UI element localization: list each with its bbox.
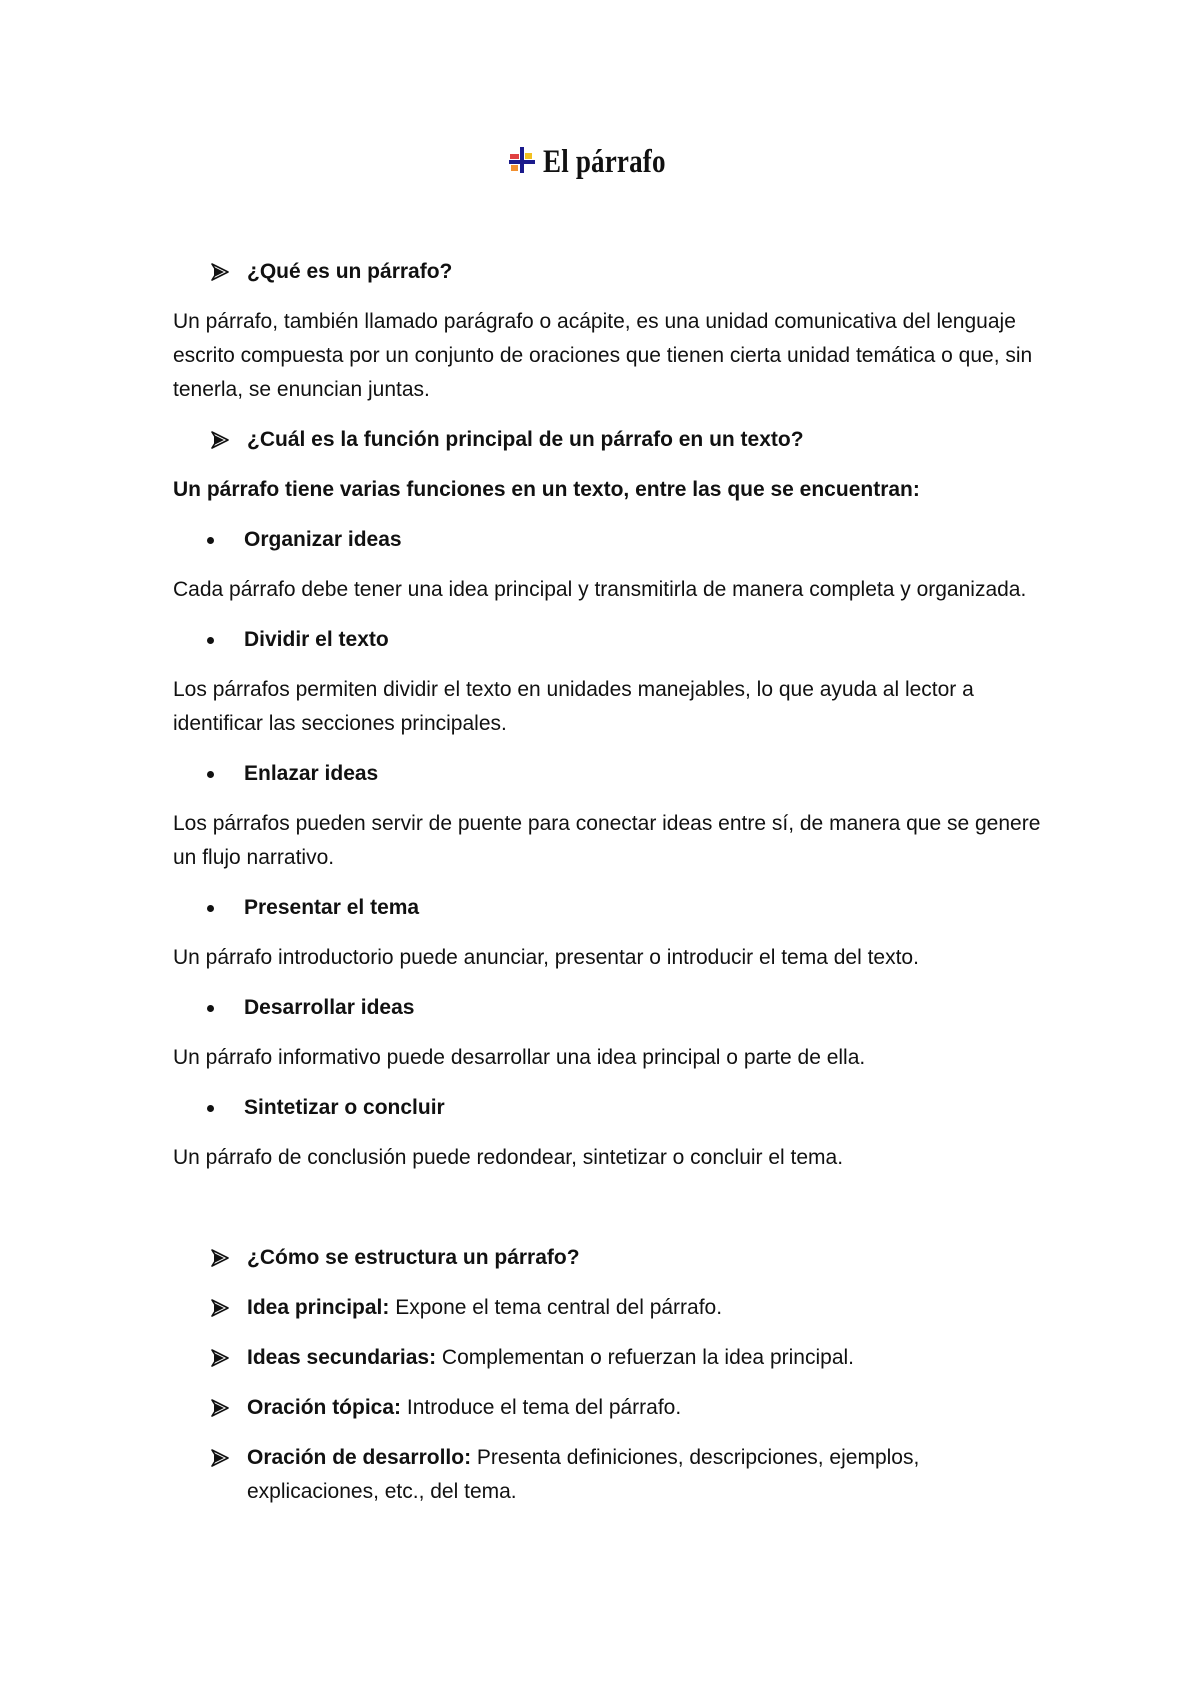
question-text: ¿Qué es un párrafo? (247, 260, 453, 283)
function-description: Los párrafos permiten dividir el texto en unidades manejables, lo que ayuda al lector a identificar las secciones principales. (173, 678, 974, 735)
structure-item (173, 1291, 1053, 1325)
structure-term: Idea principal: (247, 1296, 390, 1319)
function-name: Organizar ideas (244, 528, 402, 551)
function-description: Cada párrafo debe tener una idea principal y transmitirla de manera completa y organizada. (173, 578, 1027, 601)
structure-text (247, 1391, 1053, 1425)
structure-term: Ideas secundarias: (247, 1346, 437, 1369)
cross-bullet-icon (507, 145, 537, 175)
function-item (173, 1091, 1053, 1125)
arrow-bullet-icon (211, 1449, 229, 1467)
arrow-bullet-icon (211, 1399, 229, 1417)
arrow-bullet-icon (211, 1349, 229, 1367)
function-name: Enlazar ideas (244, 762, 379, 785)
title-text: El párrafo (543, 144, 666, 180)
structure-description: Introduce el tema del párrafo. (401, 1396, 682, 1419)
bullet-dot-icon (207, 1105, 214, 1112)
arrow-bullet-icon (211, 1249, 229, 1267)
function-name: Presentar el tema (244, 896, 420, 919)
structure-text (247, 1441, 1053, 1509)
functions-intro: Un párrafo tiene varias funciones en un texto, entre las que se encuentran: (173, 478, 920, 501)
bullet-dot-icon (207, 1005, 214, 1012)
bullet-dot-icon (207, 771, 214, 778)
document-body (173, 255, 1053, 1525)
function-description: Los párrafos pueden servir de puente para conectar ideas entre sí, de manera que se genere un flujo narrativo. (173, 812, 1041, 869)
function-name: Sintetizar o concluir (244, 1096, 445, 1119)
arrow-bullet-icon (211, 263, 229, 281)
page-title (0, 140, 1200, 184)
function-item (173, 757, 1053, 791)
function-description: Un párrafo de conclusión puede redondear, sintetizar o concluir el tema. (173, 1146, 844, 1169)
structure-description: Complementan o refuerzan la idea principal. (436, 1346, 854, 1369)
function-item (173, 891, 1053, 925)
function-item (173, 991, 1053, 1025)
arrow-bullet-icon (211, 431, 229, 449)
structure-item (173, 1341, 1053, 1375)
function-item (173, 623, 1053, 657)
spacer (173, 1191, 1053, 1241)
structure-text (247, 1291, 1053, 1325)
question-text: ¿Cuál es la función principal de un párrafo en un texto? (247, 428, 804, 451)
bullet-dot-icon (207, 537, 214, 544)
structure-term: Oración tópica: (247, 1396, 402, 1419)
question-heading-2 (173, 423, 1053, 457)
function-description: Un párrafo introductorio puede anunciar, presentar o introducir el tema del texto. (173, 946, 919, 969)
arrow-bullet-icon (211, 1299, 229, 1317)
question-heading-3 (173, 1241, 1053, 1275)
function-name: Desarrollar ideas (244, 996, 415, 1019)
question-heading-1 (173, 255, 1053, 289)
structure-item (173, 1391, 1053, 1425)
bullet-dot-icon (207, 637, 214, 644)
structure-description: Presenta definiciones, descripciones, ejemplos, explicaciones, etc., del tema. (247, 1446, 920, 1503)
structure-text (247, 1341, 1053, 1375)
function-description: Un párrafo informativo puede desarrollar una idea principal o parte de ella. (173, 1046, 866, 1069)
function-name: Dividir el texto (244, 628, 389, 651)
function-item (173, 523, 1053, 557)
bullet-dot-icon (207, 905, 214, 912)
structure-term: Oración de desarrollo: (247, 1446, 472, 1469)
structure-description: Expone el tema central del párrafo. (389, 1296, 723, 1319)
question-text: ¿Cómo se estructura un párrafo? (247, 1246, 580, 1269)
definition-paragraph: Un párrafo, también llamado parágrafo o acápite, es una unidad comunicativa del lenguaje escrito compuesta por un conjunto de oraciones que tienen cierta unidad temática o que, sin tenerla, se enuncian juntas. (173, 310, 1033, 401)
structure-item (173, 1441, 1053, 1509)
